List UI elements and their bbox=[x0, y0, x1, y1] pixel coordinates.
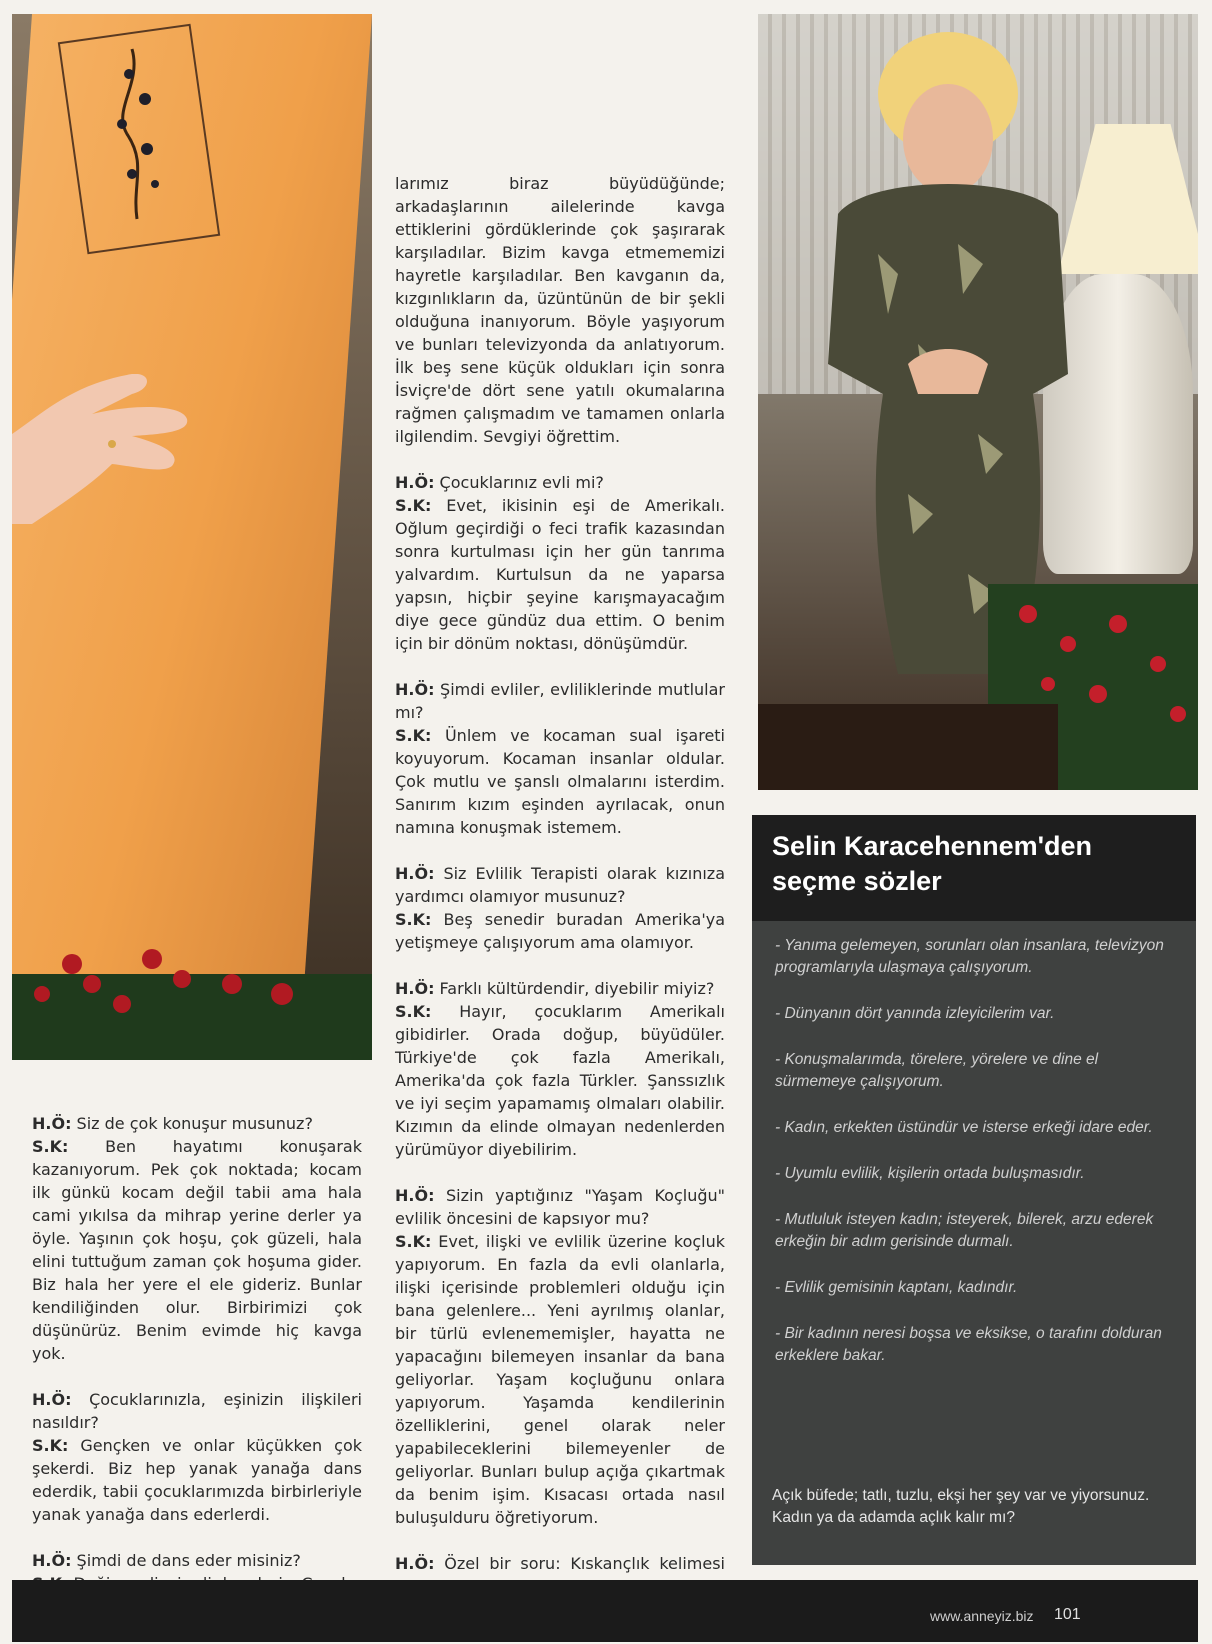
page-number: 101 bbox=[1054, 1606, 1081, 1623]
speaker-label: S.K: bbox=[395, 496, 432, 515]
blossom-branch-art bbox=[87, 44, 187, 224]
photo-hand-pillar bbox=[12, 14, 372, 1060]
footer-url: www.anneyiz.biz bbox=[930, 1608, 1034, 1624]
paragraph-text: Şimdi de dans eder misiniz? bbox=[71, 1551, 301, 1570]
photo-portrait bbox=[758, 14, 1198, 790]
speaker-label: H.Ö: bbox=[32, 1390, 72, 1409]
paragraph-text: Şimdi evliler, evliliklerinde mutlular mı? bbox=[395, 680, 725, 722]
speaker-label: H.Ö: bbox=[395, 680, 435, 699]
paragraph-text: Çocuklarınızla, eşinizin ilişkileri nasıldır? bbox=[32, 1390, 362, 1432]
quote-item: - Konuşmalarımda, törelere, yörelere ve dine el sürmemeye çalışıyorum. bbox=[775, 1051, 1099, 1090]
paragraph-text: Sizin yaptığınız "Yaşam Koçluğu" evlilik öncesini de kapsıyor mu? bbox=[395, 1186, 725, 1228]
qa-paragraph bbox=[395, 678, 725, 839]
qa-paragraph bbox=[32, 1112, 362, 1365]
speaker-label: S.K: bbox=[395, 1232, 432, 1251]
paragraph-text: Siz Evlilik Terapisti olarak kızınıza yardımcı olamıyor musunuz? bbox=[395, 864, 725, 906]
paragraph-text: Hayır, çocuklarım Amerikalı gibidirler. Orada doğup, büyüdüler. Türkiye'de çok fazla Amerikalı, Amerika'da çok fazla Türkler. Şanssızlık ve iyi seçim yapamamış olmaları olabilir. Kızımın da elinde olmayan nedenlerden yürümüyor diyebilirim. bbox=[395, 1002, 725, 1159]
berry-plants-right bbox=[758, 554, 1198, 790]
speaker-label: H.Ö: bbox=[395, 864, 435, 883]
quote-item: - Yanıma gelemeyen, sorunları olan insanlara, televizyon programlarıyla ulaşmaya çalışıyorum. bbox=[775, 937, 1164, 976]
speaker-label: S.K: bbox=[395, 910, 432, 929]
speaker-label: H.Ö: bbox=[32, 1114, 72, 1133]
paragraph-text: Evet, ilişki ve evlilik üzerine koçluk yapıyorum. En fazla da evli olanlarla, ilişki içerisinde problemleri olduğu için bana gelenlere... Yeni ayrılmış olanlar, bir türlü evlenememişler, hayatta ne yapacağını bilemeyen insanlar da bana geliyorlar. Yaşam koçluğunu onlara yapıyorum. Yaşamda kendilerinin özelliklerini, genel olarak neler yapabileceklerini bilemeyenler de geliyorlar. Bunları bulup açığa çıkartmak da benim işim. Kısacası ortada nasıl buluşulduru öğretiyorum. bbox=[395, 1232, 725, 1527]
qa-paragraph bbox=[395, 471, 725, 655]
paragraph-text: Çocuklarınız evli mi? bbox=[434, 473, 604, 492]
qa-paragraph bbox=[395, 977, 725, 1161]
paragraph-text: Siz de çok konuşur musunuz? bbox=[71, 1114, 313, 1133]
hand-with-ring bbox=[12, 374, 202, 524]
paragraph-text: Farklı kültürdendir, diyebilir miyiz? bbox=[434, 979, 715, 998]
speaker-label: S.K: bbox=[395, 726, 432, 745]
speaker-label: H.Ö: bbox=[395, 1186, 435, 1205]
interview-column-left bbox=[32, 1112, 362, 1618]
paragraph-text: Ben hayatımı konuşarak kazanıyorum. Pek çok noktada; kocam ilk günkü kocam değil tabii ama hala cami yıkılsa da mihrap yerine derler ya öyle. Yaşının çok hoşu, çok güzeli, hala elini tuttuğum zaman çok hoşuma gider. Biz hala her yere el ele gideriz. Bunlar kendiliğinden olur. Birbirimizi çok düşünürüz. Benim evimde hiç kavga yok. bbox=[32, 1137, 362, 1363]
quote-item: - Evlilik gemisinin kaptanı, kadındır. bbox=[775, 1279, 1018, 1296]
paragraph-text: Özel bir soru: Kıskançlık kelimesi bbox=[444, 1554, 725, 1573]
qa-paragraph bbox=[32, 1388, 362, 1526]
speaker-label: H.Ö: bbox=[395, 1554, 435, 1573]
speaker-label: H.Ö: bbox=[395, 473, 435, 492]
quote-item: - Dünyanın dört yanında izleyicilerim var. bbox=[775, 1005, 1055, 1022]
paragraph-text: Beş senedir buradan Amerika'ya yetişmeye çalışıyorum ama olamıyor. bbox=[395, 910, 725, 952]
speaker-label: S.K: bbox=[395, 1002, 432, 1021]
paragraph-text: Evet, ikisinin eşi de Amerikalı. Oğlum geçirdiği o feci trafik kazasından sonra kurtulması için her gün tanrıma yalvardım. Kurtulsun da ne yaparsa yapsın, hiçbir şeyine karışmayacağım diye gece gündüz dua ettim. O benim için bir dönüm noktası, dönüşümdür. bbox=[395, 496, 725, 653]
speaker-label: H.Ö: bbox=[395, 979, 435, 998]
quotes-title-line: seçme sözler bbox=[772, 866, 942, 896]
speaker-label: S.K: bbox=[32, 1137, 69, 1156]
quotes-title bbox=[752, 815, 1196, 921]
quote-item: - Bir kadının neresi boşsa ve eksikse, o tarafını dolduran erkeklere bakar. bbox=[775, 1325, 1162, 1364]
qa-paragraph bbox=[395, 172, 725, 448]
paragraph-text: larımız biraz büyüdüğünde; arkadaşlarının ailelerinde kavga ettiklerini gördüklerinde çok şaşırarak karşıladılar. Bizim kavga etmememizi hayretle karşıladılar. Ben kavganın da, kızgınlıkların da, üzüntünün de bir şekli olduğuna inanıyorum. Böyle yaşıyorum ve bunları televizyonda da anlatıyorum. İlk beş sene küçük oldukları için sonra İsviçre'de dört sene yatılı okumalarına rağmen çalışmadım ve tamamen onlarla ilgilendim. Sevgiyi öğrettim. bbox=[395, 174, 725, 446]
quotes-list bbox=[775, 935, 1175, 1391]
interview-column-middle bbox=[395, 172, 725, 1644]
paragraph-text: Gençken ve onlar küçükken çok şekerdi. Biz hep yanak yanağa dans ederdik, tabii çocuklarımızda birbirleriyle yanak yanağa dans ederlerdi. bbox=[32, 1436, 362, 1524]
quote-item: - Kadın, erkekten üstündür ve isterse erkeği idare eder. bbox=[775, 1119, 1153, 1136]
paragraph-text: Ünlem ve kocaman sual işareti koyuyorum. Kocaman insanlar oldular. Çok mutlu ve şanslı olmalarını isterdim. Sanırım kızım eşinden ayrılacak, onun namına konuşmak istemem. bbox=[395, 726, 725, 837]
quote-item: - Uyumlu evlilik, kişilerin ortada buluşmasıdır. bbox=[775, 1165, 1085, 1182]
quotes-closing-text: Açık büfede; tatlı, tuzlu, ekşi her şey var ve yiyorsunuz. Kadın ya da adamda açlık kalır mı? bbox=[772, 1487, 1150, 1526]
quote-item: - Mutluluk isteyen kadın; isteyerek, bilerek, arzu ederek erkeğin bir adım gerisinde durmalı. bbox=[775, 1211, 1154, 1250]
qa-paragraph bbox=[395, 1184, 725, 1529]
quotes-title-line: Selin Karacehennem'den bbox=[772, 831, 1093, 861]
speaker-label: S.K: bbox=[32, 1436, 69, 1455]
qa-paragraph bbox=[395, 862, 725, 954]
red-berry-plants bbox=[12, 934, 372, 1060]
speaker-label: H.Ö: bbox=[32, 1551, 72, 1570]
